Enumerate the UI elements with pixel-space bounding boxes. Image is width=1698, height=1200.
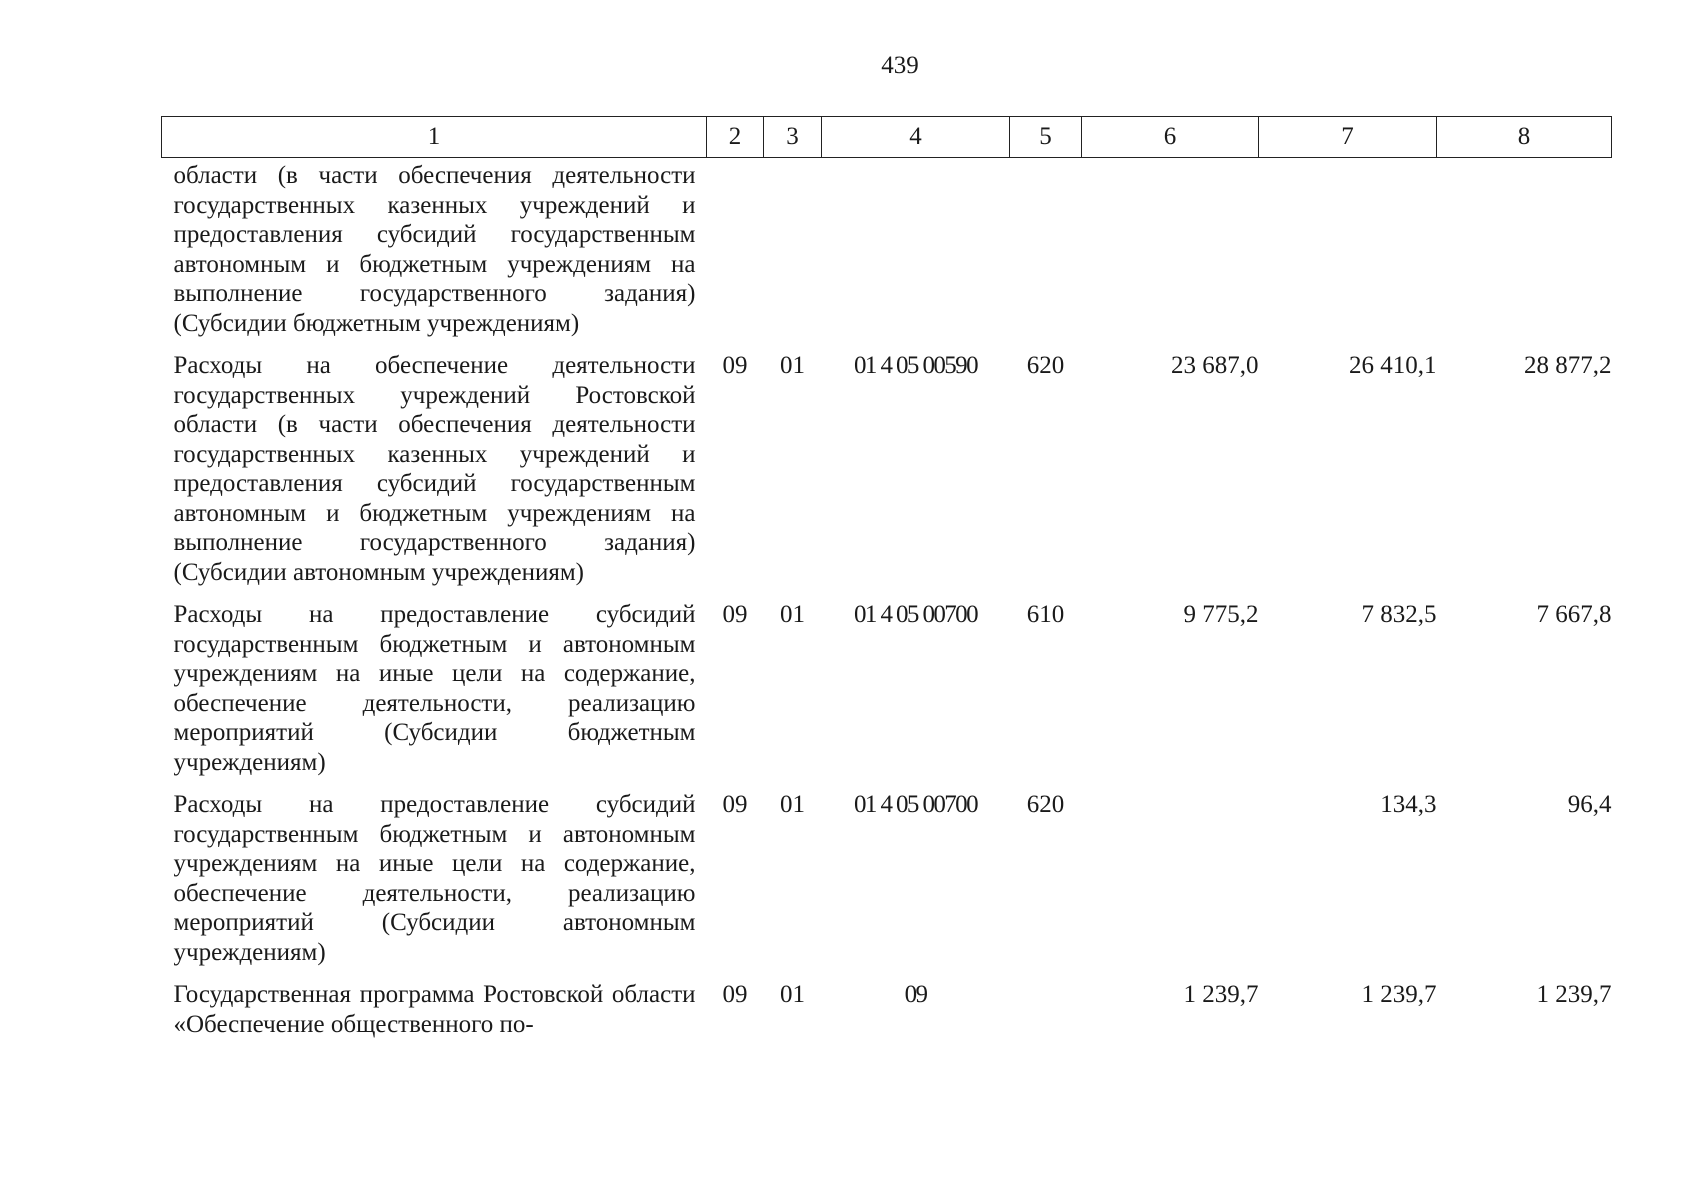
table-body xyxy=(162,158,1612,1040)
row-subsection: 01 xyxy=(780,352,805,379)
row-amount-col-8: 96,4 xyxy=(1567,791,1612,818)
row-target-code: 01 4 05 00700 xyxy=(854,601,977,628)
row-amount-col-8: 28 877,2 xyxy=(1524,352,1612,379)
row-description: Расходы на предоставление субсидий государственным бюджетным и автономным учреждениям на иные цели на содержание, обеспечение деятельности, реализацию мероприятий (Субсидии автономным учреждениям) xyxy=(173,791,696,966)
row-expense-type: 620 xyxy=(1026,352,1065,379)
row-expense-type xyxy=(1010,967,1082,1039)
row-amount-col-6 xyxy=(1082,158,1259,339)
row-expense-type: 620 xyxy=(1026,791,1065,818)
row-subsection: 01 xyxy=(780,791,805,818)
header-col-4: 4 xyxy=(822,117,1010,158)
row-target-code: 09 xyxy=(904,981,927,1008)
header-col-8: 8 xyxy=(1437,117,1612,158)
table-header xyxy=(162,117,1612,158)
row-subsection: 01 xyxy=(780,981,805,1008)
page-number: 439 xyxy=(881,52,919,79)
row-amount-col-8: 1 239,7 xyxy=(1536,981,1612,1008)
header-col-5: 5 xyxy=(1010,117,1082,158)
header-col-6: 6 xyxy=(1082,117,1259,158)
row-section xyxy=(707,158,764,339)
row-subsection xyxy=(764,158,822,339)
row-amount-col-7: 7 832,5 xyxy=(1361,601,1437,628)
row-expense-type xyxy=(1010,158,1082,339)
row-amount-col-7: 134,3 xyxy=(1380,791,1437,818)
table-row xyxy=(162,967,1612,1039)
header-col-2: 2 xyxy=(707,117,764,158)
row-amount-col-6 xyxy=(1082,777,1259,967)
row-target-code: 01 4 05 00590 xyxy=(854,352,977,379)
row-target-code: 01 4 05 00700 xyxy=(854,791,977,818)
row-amount-col-7: 26 410,1 xyxy=(1349,352,1437,379)
row-expense-type: 610 xyxy=(1026,601,1065,628)
row-amount-col-8: 7 667,8 xyxy=(1536,601,1612,628)
header-row xyxy=(162,117,1612,158)
table-row xyxy=(162,158,1612,339)
row-subsection: 01 xyxy=(780,601,805,628)
row-section: 09 xyxy=(722,601,748,628)
row-amount-col-7 xyxy=(1259,158,1437,339)
row-amount-col-6: 1 239,7 xyxy=(1183,981,1259,1008)
row-section: 09 xyxy=(722,981,748,1008)
header-col-3: 3 xyxy=(764,117,822,158)
header-col-1: 1 xyxy=(162,117,707,158)
row-amount-col-8 xyxy=(1437,158,1612,339)
row-section: 09 xyxy=(722,791,748,818)
row-amount-col-7: 1 239,7 xyxy=(1361,981,1437,1008)
table-row xyxy=(162,777,1612,967)
table-row xyxy=(162,587,1612,777)
row-description: Расходы на предоставление субсидий государственным бюджетным и автономным учреждениям на иные цели на содержание, обеспечение деятельности, реализацию мероприятий (Субсидии бюджетным учреждениям) xyxy=(173,601,696,776)
table-row xyxy=(162,338,1612,587)
row-target-code xyxy=(822,158,1010,339)
row-amount-col-6: 23 687,0 xyxy=(1171,352,1259,379)
row-description: Государственная программа Ростовской области «Обеспечение общественного по- xyxy=(173,981,696,1038)
row-description: Расходы на обеспечение деятельности государственных учреждений Ростовской области (в части обеспечения деятельности государственных казенных учреждений и предоставления субсидий государственным автономным и бюджетным учреждениям на выполнение государственного задания) (Субсидии автономным учреждениям) xyxy=(173,352,696,586)
header-col-7: 7 xyxy=(1259,117,1437,158)
row-description: области (в части обеспечения деятельности государственных казенных учреждений и предоставления субсидий государственным автономным и бюджетным учреждениям на выполнение государственного задания) (Субсидии бюджетным учреждениям) xyxy=(173,162,696,337)
row-section: 09 xyxy=(722,352,748,379)
budget-table xyxy=(161,116,1612,1039)
row-amount-col-6: 9 775,2 xyxy=(1183,601,1259,628)
